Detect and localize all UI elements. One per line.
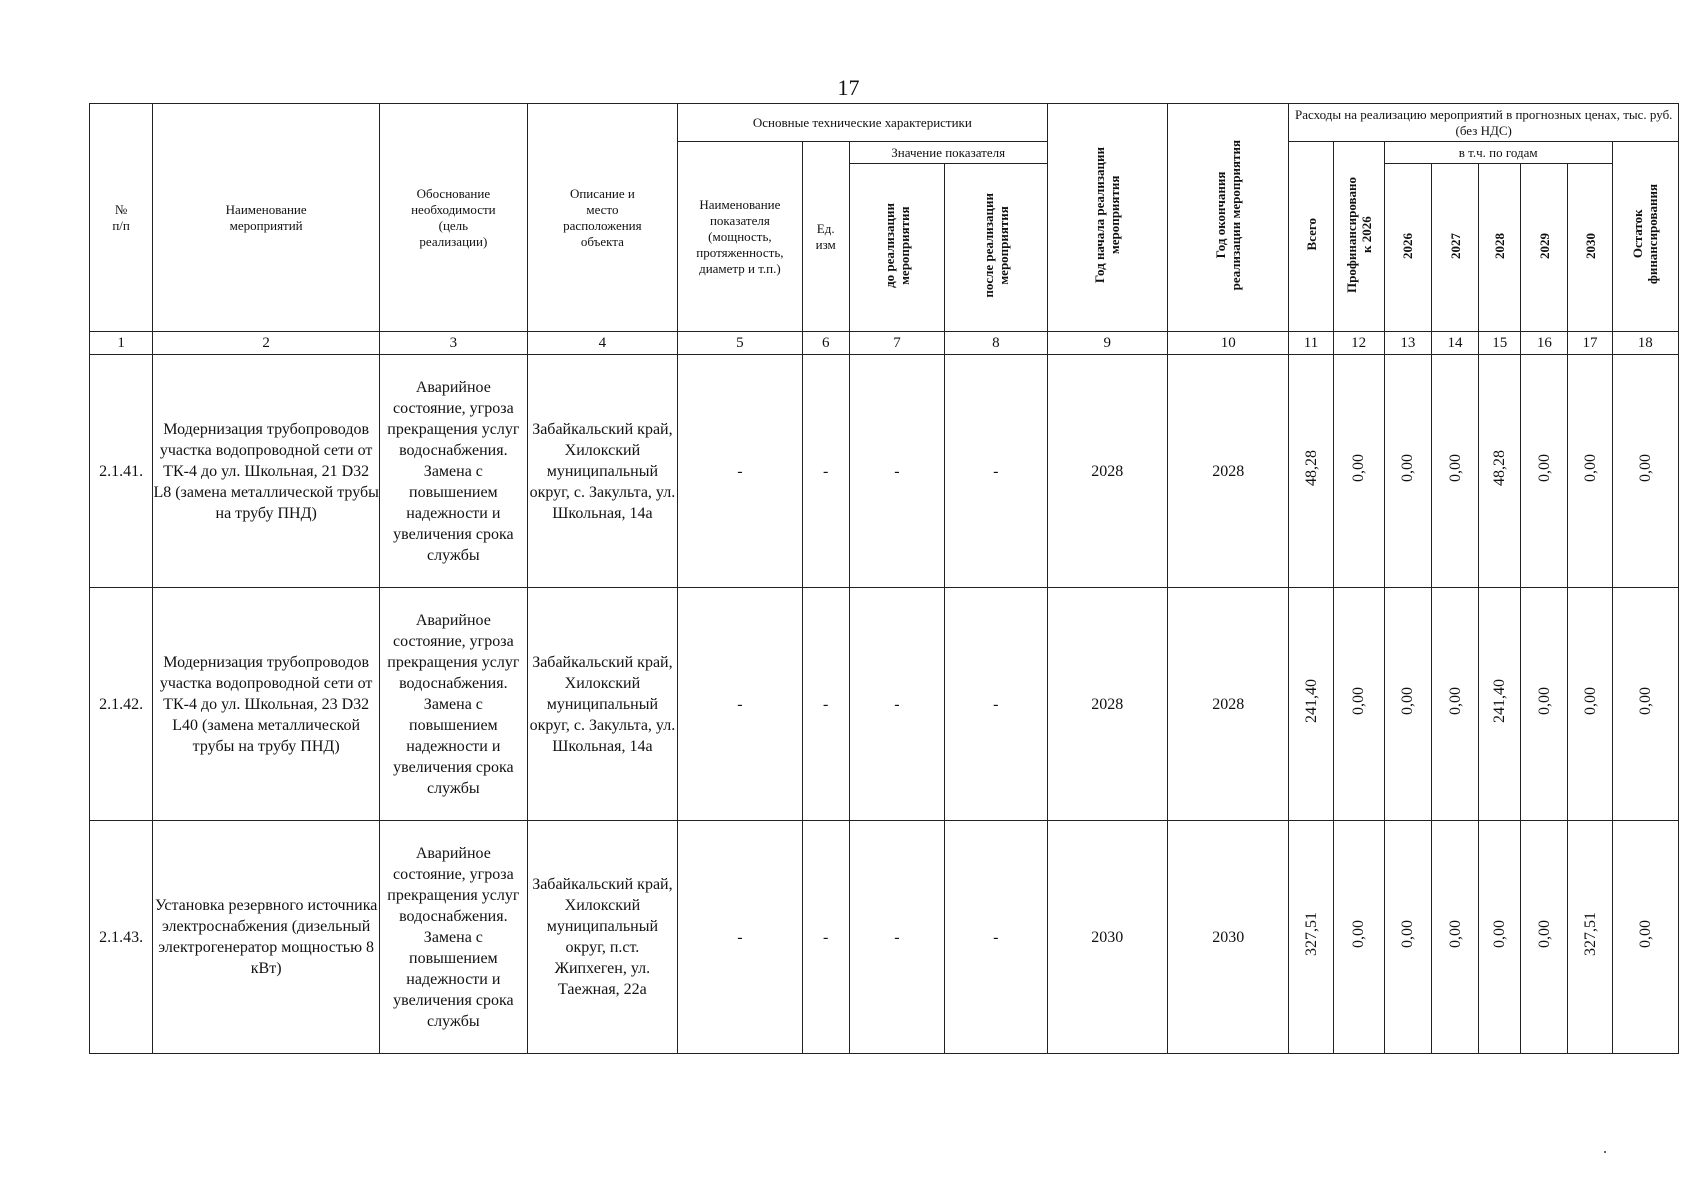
row-start-year: 2028 (1047, 588, 1167, 821)
header-no: № п/п (90, 104, 153, 332)
col-num: 12 (1333, 332, 1384, 355)
header-indicator-name: Наименование показателя (мощность, протяженность, диаметр и т.п.) (678, 142, 802, 332)
row-end-year: 2028 (1167, 588, 1288, 821)
row-end-year: 2030 (1167, 821, 1288, 1054)
col-num: 5 (678, 332, 802, 355)
row-remainder: 0,00 (1612, 821, 1678, 1054)
row-prefinanced: 0,00 (1333, 355, 1384, 588)
row-before: - (849, 588, 944, 821)
header-year-2028: 2028 (1479, 164, 1521, 332)
row-2028: 48,28 (1479, 355, 1521, 588)
table-row (90, 821, 1679, 1054)
col-num: 9 (1047, 332, 1167, 355)
row-location: Забайкальский край, Хилокский муниципальный округ, с. Закульта, ул. Школьная, 14а (527, 588, 678, 821)
col-num: 15 (1479, 332, 1521, 355)
row-before: - (849, 355, 944, 588)
row-indicator: - (678, 355, 802, 588)
row-unit: - (802, 588, 849, 821)
header-name: Наименование мероприятий (153, 104, 380, 332)
row-location: Забайкальский край, Хилокский муниципальный округ, п.ст. Жипхеген, ул. Таежная, 22а (527, 821, 678, 1054)
row-no: 2.1.43. (90, 821, 153, 1054)
row-2028: 241,40 (1479, 588, 1521, 821)
row-name: Модернизация трубопроводов участка водопроводной сети от ТК-4 до ул. Школьная, 23 D32 L40 (замена металлической трубы на трубу ПНД) (153, 588, 380, 821)
measures-table (89, 103, 1679, 1054)
row-reason: Аварийное состояние, угроза прекращения услуг водоснабжения. Замена с повышением надежности и увеличения срока службы (380, 355, 528, 588)
header-year-2026: 2026 (1384, 164, 1431, 332)
col-num: 18 (1612, 332, 1678, 355)
row-2029: 0,00 (1521, 821, 1568, 1054)
row-name: Установка резервного источника электроснабжения (дизельный электрогенератор мощностью 8 кВт) (153, 821, 380, 1054)
header-location: Описание и место расположения объекта (527, 104, 678, 332)
row-2029: 0,00 (1521, 588, 1568, 821)
table-row (90, 588, 1679, 821)
table-row (90, 355, 1679, 588)
header-total: Всего (1289, 142, 1333, 332)
col-num: 10 (1167, 332, 1288, 355)
row-reason: Аварийное состояние, угроза прекращения услуг водоснабжения. Замена с повышением надежности и увеличения срока службы (380, 588, 528, 821)
row-indicator: - (678, 821, 802, 1054)
row-end-year: 2028 (1167, 355, 1288, 588)
row-location: Забайкальский край, Хилокский муниципальный округ, с. Закульта, ул. Школьная, 14а (527, 355, 678, 588)
col-num: 17 (1568, 332, 1612, 355)
row-prefinanced: 0,00 (1333, 821, 1384, 1054)
row-2027: 0,00 (1431, 588, 1478, 821)
row-2026: 0,00 (1384, 588, 1431, 821)
row-2027: 0,00 (1431, 821, 1478, 1054)
header-year-2029: 2029 (1521, 164, 1568, 332)
header-reason: Обоснование необходимости (цель реализации) (380, 104, 528, 332)
col-num: 2 (153, 332, 380, 355)
header-tech-group: Основные технические характеристики (678, 104, 1047, 142)
row-indicator: - (678, 588, 802, 821)
col-num: 14 (1431, 332, 1478, 355)
row-total: 327,51 (1289, 821, 1333, 1054)
row-no: 2.1.41. (90, 355, 153, 588)
page-number: 17 (837, 75, 860, 100)
header-value-group: Значение показателя (849, 142, 1047, 164)
row-after: - (945, 588, 1047, 821)
row-before: - (849, 821, 944, 1054)
row-total: 48,28 (1289, 355, 1333, 588)
scan-speck (1604, 1151, 1606, 1153)
col-num: 8 (945, 332, 1047, 355)
row-2026: 0,00 (1384, 355, 1431, 588)
row-2026: 0,00 (1384, 821, 1431, 1054)
header-after: после реализации мероприятия (945, 164, 1047, 332)
col-num: 3 (380, 332, 528, 355)
row-2029: 0,00 (1521, 355, 1568, 588)
row-reason: Аварийное состояние, угроза прекращения услуг водоснабжения. Замена с повышением надежности и увеличения срока службы (380, 821, 528, 1054)
row-start-year: 2028 (1047, 355, 1167, 588)
header-year-2030: 2030 (1568, 164, 1612, 332)
header-prefinanced: Профинансировано к 2026 (1333, 142, 1384, 332)
row-after: - (945, 821, 1047, 1054)
row-2030: 0,00 (1568, 588, 1612, 821)
col-num: 7 (849, 332, 944, 355)
row-2030: 0,00 (1568, 355, 1612, 588)
row-prefinanced: 0,00 (1333, 588, 1384, 821)
header-unit: Ед. изм (802, 142, 849, 332)
header-end-year: Год окончания реализации мероприятия (1167, 104, 1288, 332)
row-start-year: 2030 (1047, 821, 1167, 1054)
row-unit: - (802, 821, 849, 1054)
row-total: 241,40 (1289, 588, 1333, 821)
header-before: до реализации мероприятия (849, 164, 944, 332)
header-costs-group: Расходы на реализацию мероприятий в прогнозных ценах, тыс. руб. (без НДС) (1289, 104, 1679, 142)
col-num: 1 (90, 332, 153, 355)
col-num: 11 (1289, 332, 1333, 355)
col-num: 16 (1521, 332, 1568, 355)
row-name: Модернизация трубопроводов участка водопроводной сети от ТК-4 до ул. Школьная, 21 D32 L8 (замена металлической трубы на трубу ПНД) (153, 355, 380, 588)
column-number-row (90, 332, 1679, 355)
header-remainder: Остаток финансирования (1612, 142, 1678, 332)
header-start-year: Год начала реализации мероприятия (1047, 104, 1167, 332)
row-remainder: 0,00 (1612, 588, 1678, 821)
row-remainder: 0,00 (1612, 355, 1678, 588)
col-num: 6 (802, 332, 849, 355)
col-num: 4 (527, 332, 678, 355)
row-no: 2.1.42. (90, 588, 153, 821)
row-unit: - (802, 355, 849, 588)
header-years-group: в т.ч. по годам (1384, 142, 1612, 164)
row-after: - (945, 355, 1047, 588)
row-2028: 0,00 (1479, 821, 1521, 1054)
header-year-2027: 2027 (1431, 164, 1478, 332)
col-num: 13 (1384, 332, 1431, 355)
row-2030: 327,51 (1568, 821, 1612, 1054)
row-2027: 0,00 (1431, 355, 1478, 588)
